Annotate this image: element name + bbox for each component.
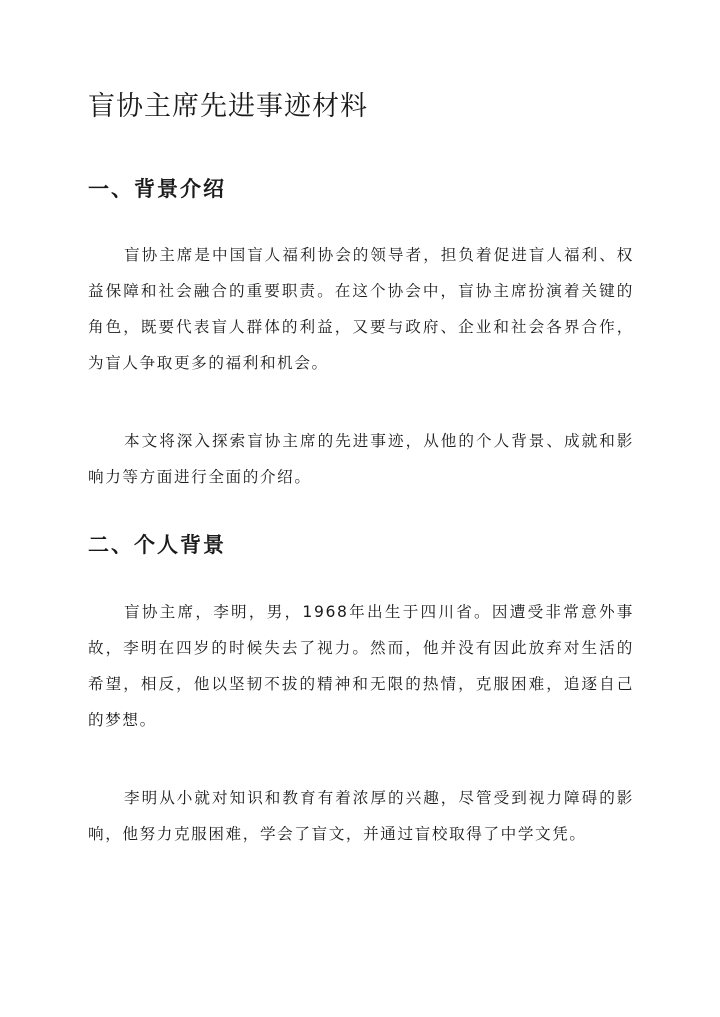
section-heading-personal-background: 二、个人背景 bbox=[88, 532, 226, 557]
section-heading-background: 一、背景介绍 bbox=[88, 176, 226, 201]
document-title: 盲协主席先进事迹材料 bbox=[88, 91, 368, 122]
paragraph: 盲协主席是中国盲人福利协会的领导者，担负着促进盲人福利、权益保障和社会融合的重要职责。在这个协会中，盲协主席扮演着关键的角色，既要代表盲人群体的利益，又要与政府、企业和社会各界合作，为盲人争取更多的福利和机会。 bbox=[88, 246, 634, 372]
paragraph: 盲协主席，李明，男，1968年出生于四川省。因遭受非常意外事故，李明在四岁的时候失去了视力。然而，他并没有因此放弃对生活的希望，相反，他以坚韧不拔的精神和无限的热情，克服困难，追逐自己的梦想。 bbox=[88, 603, 634, 729]
paragraph: 李明从小就对知识和教育有着浓厚的兴趣，尽管受到视力障碍的影响，他努力克服困难，学会了盲文，并通过盲校取得了中学文凭。 bbox=[88, 789, 634, 843]
paragraph: 本文将深入探索盲协主席的先进事迹，从他的个人背景、成就和影响力等方面进行全面的介绍。 bbox=[88, 432, 634, 486]
